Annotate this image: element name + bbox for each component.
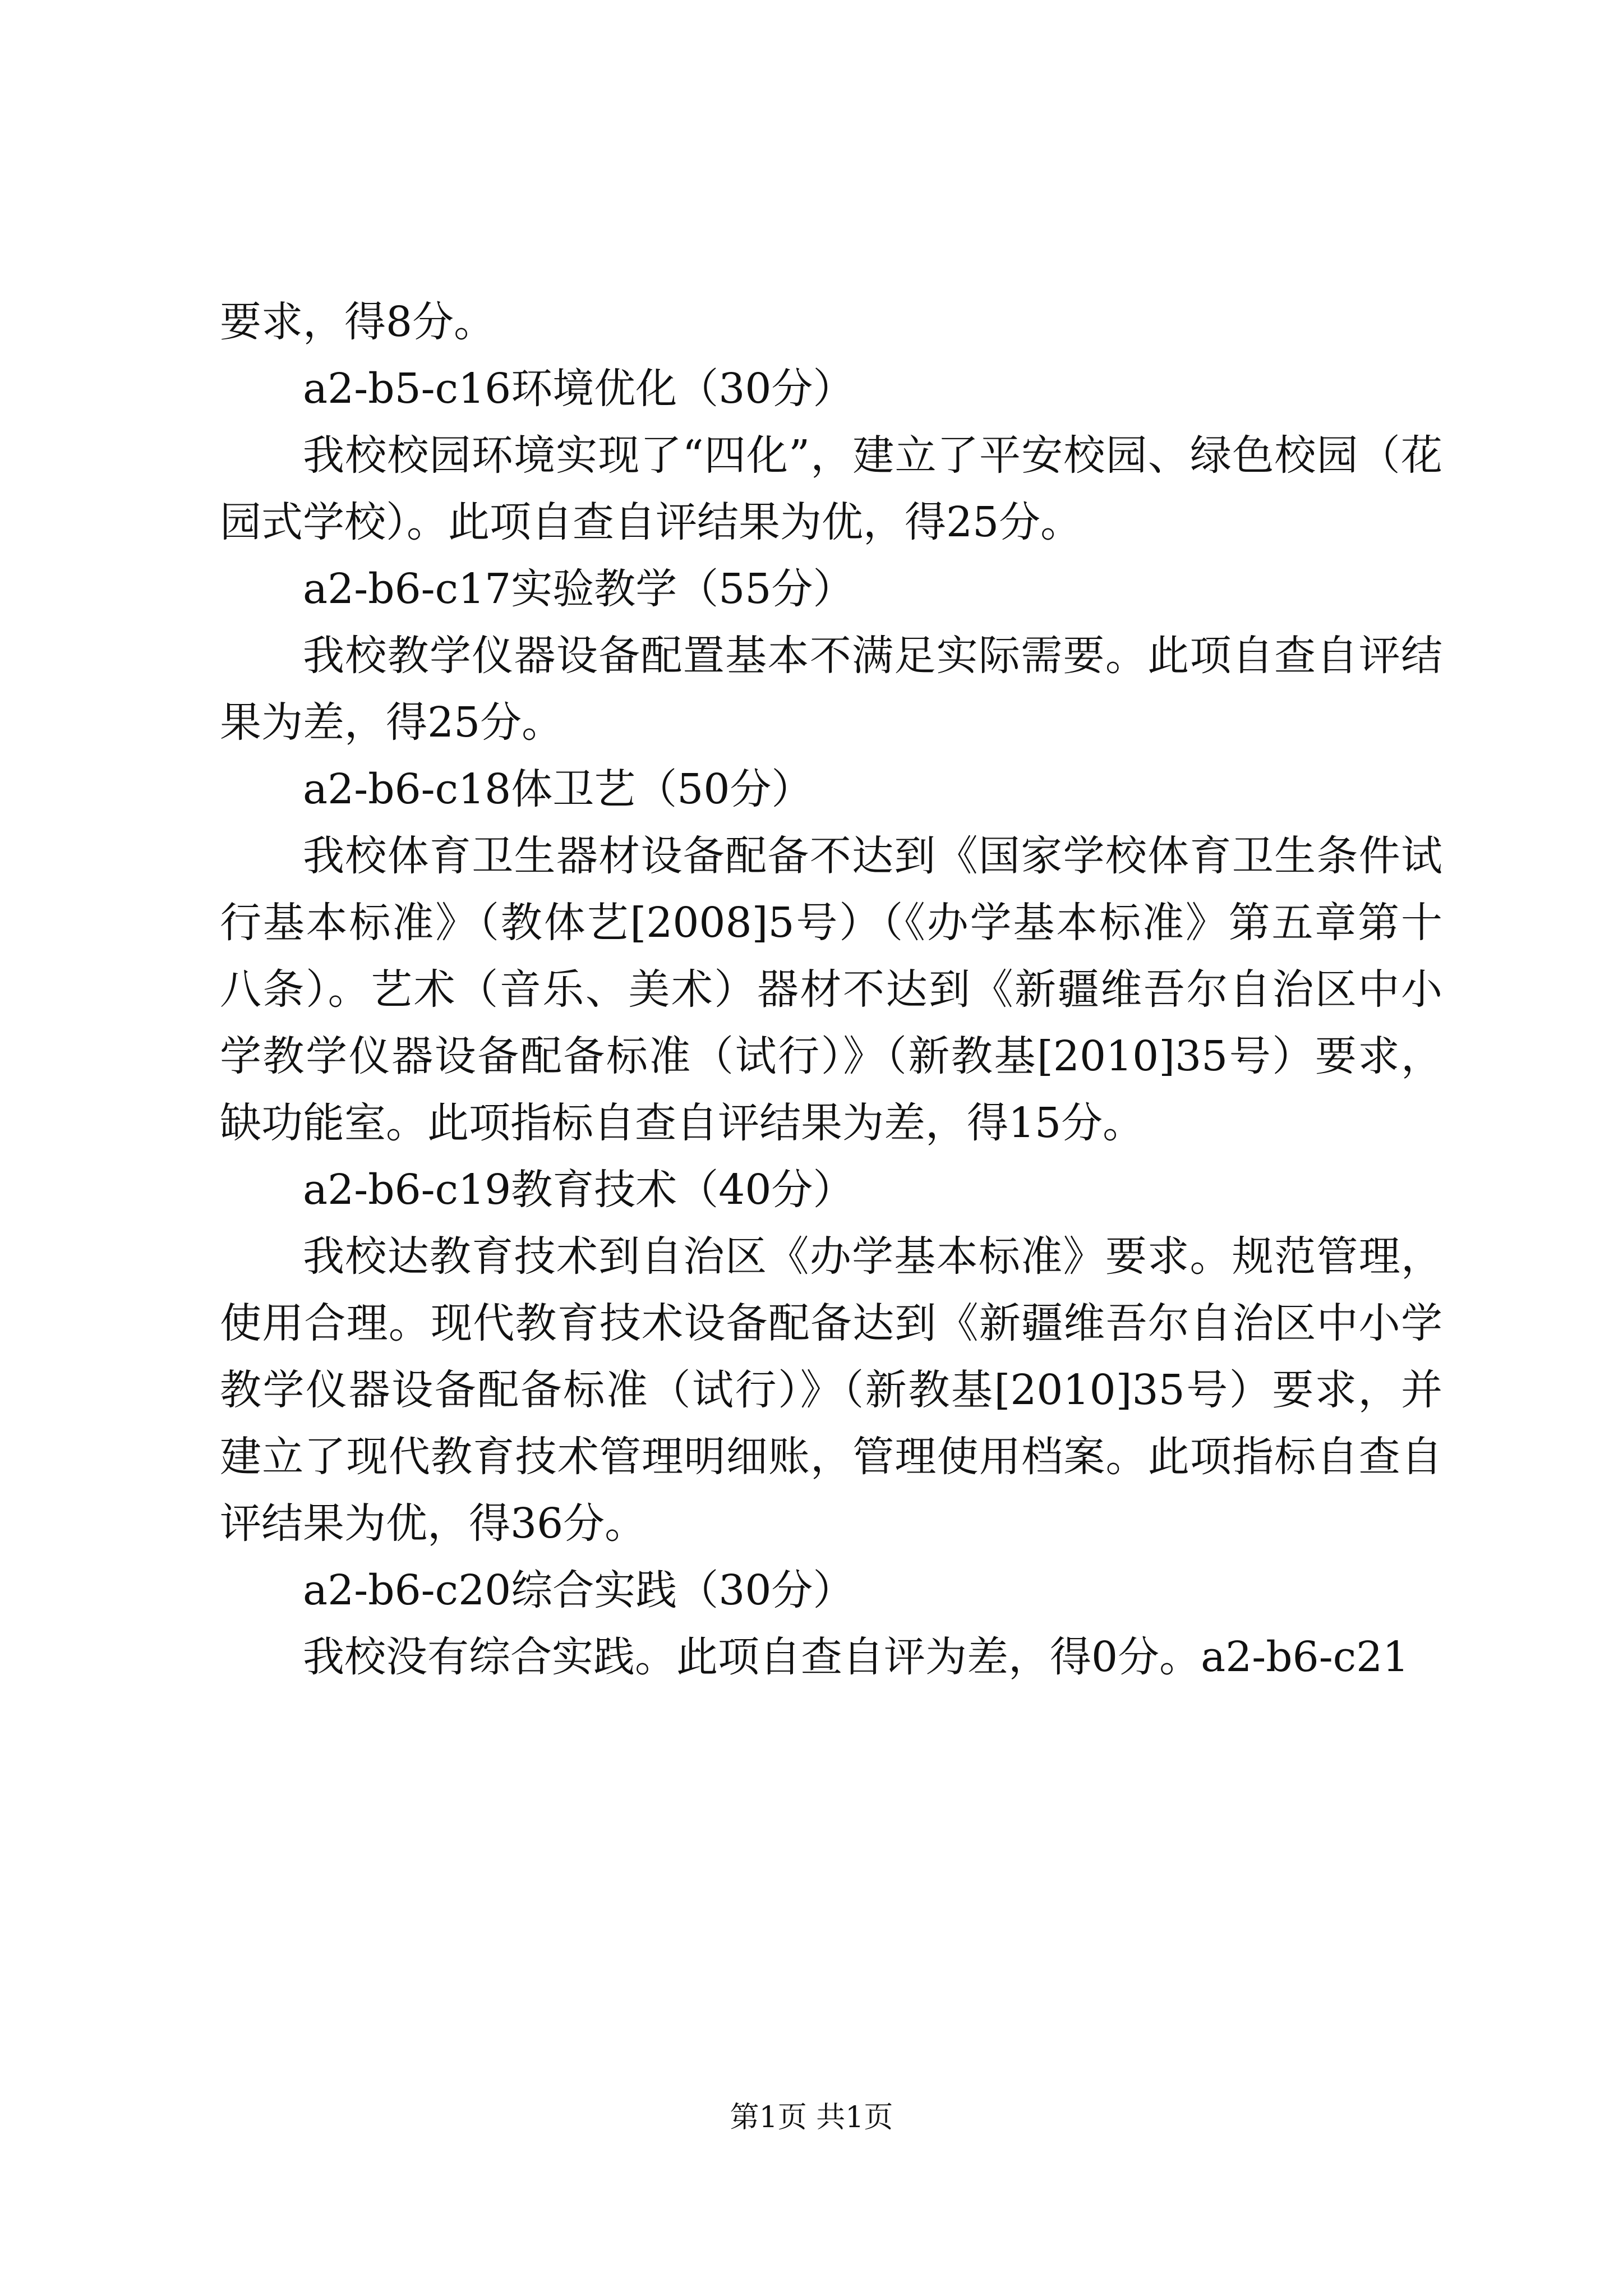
paragraph-practice: 我校没有综合实践。此项自查自评为差，得0分。a2-b6-c21 [303, 1633, 1409, 1681]
section-heading-c17: a2-b6-c17实验教学（55分） [303, 565, 855, 613]
document-body [220, 289, 1442, 1691]
paragraph-experiment: 我校教学仪器设备配置基本不满足实际需要。此项自查自评结果为差，得25分。 [220, 632, 1442, 747]
paragraph-continuation: 要求，得8分。 [220, 298, 496, 346]
section-heading-c19: a2-b6-c19教育技术（40分） [303, 1166, 855, 1214]
section-heading-c20: a2-b6-c20综合实践（30分） [303, 1566, 855, 1614]
paragraph-education-technology: 我校达教育技术到自治区《办学基本标准》要求。规范管理，使用合理。现代教育技术设备配备达到《新疆维吾尔自治区中小学教学仪器设备配备标准（试行）》（新教基[2010]35号）要求，并建立了现代教育技术管理明细账，管理使用档案。此项指标自查自评结果为优，得36分。 [220, 1232, 1442, 1548]
paragraph-sports-health-arts: 我校体育卫生器材设备配备不达到《国家学校体育卫生条件试行基本标准》（教体艺[2008]5号）（《办学基本标准》第五章第十八条）。艺术（音乐、美术）器材不达到《新疆维吾尔自治区中小学教学仪器设备配备标准（试行）》（新教基[2010]35号）要求，缺功能室。此项指标自查自评结果为差，得15分。 [220, 832, 1442, 1147]
page-footer: 第1页 共1页 [730, 2101, 893, 2134]
paragraph-environment: 我校校园环境实现了“四化”，建立了平安校园、绿色校园（花园式学校）。此项自查自评结果为优，得25分。 [220, 431, 1442, 546]
section-heading-c16: a2-b5-c16环境优化（30分） [303, 365, 855, 413]
section-heading-c18: a2-b6-c18体卫艺（50分） [303, 765, 813, 813]
